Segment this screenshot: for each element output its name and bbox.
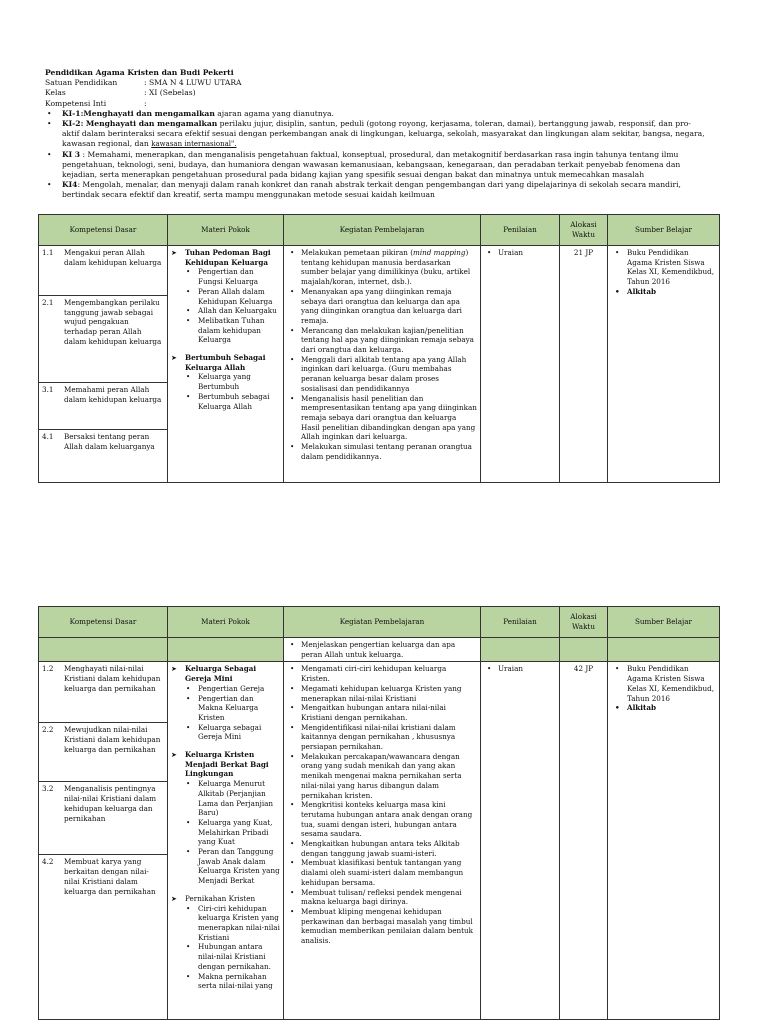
empty-cell xyxy=(560,638,608,662)
ki-2: • KI-2: Menghayati dan mengamalkan perilaku jujur, disiplin, santun, peduli (gotong royong, kerjasama, toleran, damai), bertanggung jawab, responsif, dan pro-aktif dalam berinteraksi secara efektif sesuai dengan perkembangan anak di lingkungan, keluarga, sekolah, masyarakat dan lingkungan alam sekitar, bangsa, negara, kawasan regional, dan kawasan internasional". xyxy=(45,119,707,150)
kd-item: 1.2 Menghayati nilai-nilai Kristiani dalam kehidupan keluarga dan pernikahan xyxy=(39,662,167,723)
ki-4: • KI4: Mengolah, menalar, dan menyaji dalam ranah konkret dan ranah abstrak terkait dengan pengembangan dari yang dipelajarinya di sekolah secara mandiri, bertindak secara efektif dan kreatif, serta mampu menggunakan metode sesuai kaidah keilmuan xyxy=(45,180,707,200)
arrow-icon: ➤ xyxy=(171,353,178,363)
kd-item: 1.1 Mengakui peran Allah dalam kehidupan keluarga xyxy=(39,246,167,296)
list-item: • Melakukan pemetaan pikiran (mind mapping) tentang kehidupan manusia berdasarkan sumber belajar yang dimilikinya (buku, artikel majalah/koran, internet, dsb.). xyxy=(301,248,477,287)
alokasi-cell: 21 JP xyxy=(560,246,608,483)
rpp-table-2 xyxy=(38,606,720,1020)
list-item: • Membuat tulisan/ refleksi pendek mengenai makna keluarga bagi dirinya. xyxy=(301,888,477,907)
list-item: • Menanyakan apa yang diinginkan remaja sebaya dari orangtua dan keluarga dan apa yang diinginkan orangtua dan keluarga dari remaja. xyxy=(301,287,477,326)
col-alokasi: Alokasi Waktu xyxy=(560,607,608,638)
arrow-icon: ➤ xyxy=(171,248,178,257)
penilaian-cell: • Uraian xyxy=(481,662,560,1020)
arrow-icon: ➤ xyxy=(171,750,178,760)
list-item: • Mengkaitkan hubungan antara teks Alkitab dengan tanggung jawab suami-isteri. xyxy=(301,839,477,858)
materi-block: ➤ Keluarga Sebagai Gereja Mini • Pengertian Gereja • Pengertian dan Makna Keluarga Kristen • Keluarga sebagai Gereja Mini xyxy=(171,664,280,742)
list-item: • Membuat klasifikasi bentuk tantangan yang dialami oleh suami-isteri dalam membangun kehidupan bersama. xyxy=(301,858,477,887)
field-kelas: Kelas : XI (Sebelas) xyxy=(45,88,196,98)
col-sumber: Sumber Belajar xyxy=(608,607,720,638)
empty-cell xyxy=(481,638,560,662)
penilaian-cell: • Uraian xyxy=(481,246,560,483)
col-materi-pokok: Materi Pokok xyxy=(168,215,284,246)
alokasi-cell: 42 JP xyxy=(560,662,608,1020)
table-row xyxy=(39,638,720,662)
kd-item: 3.2 Menganalisis pentingnya nilai-nilai Kristiani dalam kehidupan keluarga dan pernikahan xyxy=(39,782,167,855)
kd-item: 4.1 Bersaksi tentang peran Allah dalam keluarganya xyxy=(42,432,155,451)
table-row xyxy=(39,246,720,483)
col-alokasi: Alokasi Waktu xyxy=(560,215,608,246)
field-satuan: Satuan Pendidikan : SMA N 4 LUWU UTARA xyxy=(45,78,242,88)
subject-title: Pendidikan Agama Kristen dan Budi Pekerti xyxy=(45,68,234,77)
sumber-cell: • Buku Pendidikan Agama Kristen Siswa Kelas XI, Kemendikbud, Tahun 2016 • Alkitab xyxy=(608,246,720,483)
list-item: • Megamati kehidupan keluarga Kristen yang menerapkan nilai-nilai Kristiani xyxy=(301,684,477,703)
kd-item: 4.2 Membuat karya yang berkaitan dengan nilai-nilai Kristiani dalam keluarga dan pernikahan xyxy=(42,857,156,896)
kegiatan-cell xyxy=(284,246,481,483)
ki-list xyxy=(45,109,707,201)
kegiatan-cell xyxy=(284,638,481,662)
ki-3: • KI 3 : Memahami, menerapkan, dan menganalisis pengetahuan faktual, konseptual, prosedural, dan metakognitif berdasarkan rasa ingin tahunya tentang ilmu pengetahuan, teknologi, seni, budaya, dan humaniora dengan wawasan kemanusiaan, kebangsaan, kenegaraan, dan peradaban terkait penyebab fenomena dan kejadian, serta menerapkan pengetahuan prosedural pada bidang kajian yang spesifik sesuai dengan bakat dan minatnya untuk memecahkan masalah xyxy=(45,150,707,181)
materi-block: ➤ Keluarga Kristen Menjadi Berkat Bagi Lingkungan • Keluarga Menurut Alkitab (Perjanjian Lama dan Perjanjian Baru) • Keluarga yang Kuat, Melahirkan Pribadi yang Kuat • Peran dan Tanggung Jawab Anak dalam Keluarga Kristen yang Menjadi Berkat xyxy=(171,750,280,886)
col-kompetensi-dasar: Kompetensi Dasar xyxy=(39,215,168,246)
list-item: • Membuat kliping mengenai kehidupan perkawinan dan berbagai masalah yang timbul kemudian memberikan penilaian dalam bentuk analisis. xyxy=(301,907,477,946)
document-header xyxy=(45,68,707,201)
arrow-icon: ➤ xyxy=(171,893,178,903)
kd-cell xyxy=(39,662,168,1020)
col-kegiatan: Kegiatan Pembelajaran xyxy=(284,215,481,246)
materi-block: ➤ Pernikahan Kristen • Ciri-ciri kehidupan keluarga Kristen yang menerapkan nilai-nilai Kristiani • Hubungan antara nilai-nilai Kristiani dengan pernikahan. • Makna pernikahan serta nilai-nilai yang xyxy=(171,894,280,991)
materi-block: ➤ Tuhan Pedoman Bagi Kehidupan Keluarga • Pengertian dan Fungsi Keluarga • Peran Allah dalam Kehidupan Keluarga • Allah dan Keluargaku • Melibatkan Tuhan dalam kehidupan Keluarga xyxy=(171,248,280,345)
list-item: • Merancang dan melakukan kajian/penelitian tentang hal apa yang diinginkan remaja sebaya dari orangtua dan keluarga. xyxy=(301,326,477,355)
kd-item: 3.1 Memahami peran Allah dalam kehidupan keluarga xyxy=(39,383,167,430)
col-kompetensi-dasar: Kompetensi Dasar xyxy=(39,607,168,638)
table-row xyxy=(39,662,720,1020)
col-sumber: Sumber Belajar xyxy=(608,215,720,246)
ki-1: • KI-1:Menghayati dan mengamalkan ajaran agama yang dianutnya. xyxy=(45,109,707,119)
table-header-row xyxy=(39,607,720,638)
arrow-icon: ➤ xyxy=(171,664,178,674)
field-kompetensi-inti: Kompetensi Inti : xyxy=(45,98,147,108)
kegiatan-cell xyxy=(284,662,481,1020)
list-item: • Mengidentifikasi nilai-nilai kristiani dalam kaitannya dengan pernikahan , khususnya persiapan pernikahan. xyxy=(301,723,477,752)
empty-cell xyxy=(39,638,168,662)
list-item: • Mengamati ciri-ciri kehidupan keluarga Kristen. xyxy=(301,664,477,683)
list-item: • Mengaitkan hubungan antara nilai-nilai Kristiani dengan pernikahan. xyxy=(301,703,477,722)
list-item: • Menggali dari alkitab tentang apa yang Allah inginkan dari keluarga. (Guru membahas peranan keluarga besar dalam proses sosialisasi dan pendidikannya xyxy=(301,355,477,394)
list-item: • Mengkritisi konteks keluarga masa kini terutama hubungan antara anak dengan orang tua, suami dengan isteri, hubungan antara sesama saudara. xyxy=(301,800,477,839)
col-penilaian: Penilaian xyxy=(481,215,560,246)
list-item: • Melakukan percakapan/wawancara dengan orang yang sudah menikah dan yang akan menikah mengenai makna pernikahan serta nilai-nilai yang harus dibangun dalam pernikahan kristen. xyxy=(301,752,477,801)
empty-cell xyxy=(608,638,720,662)
materi-block: ➤ Bertumbuh Sebagai Keluarga Allah • Keluarga yang Bertumbuh • Bertumbuh sebagai Keluarga Allah xyxy=(171,353,280,411)
col-penilaian: Penilaian xyxy=(481,607,560,638)
list-item: • Menganalisis hasil penelitian dan mempresentasikan tentang apa yang diinginkan remaja sebaya dari orangtua dan keluarga Hasil penelitian dibandingkan dengan apa yang Allah inginkan dari keluarga. xyxy=(301,394,477,443)
col-materi-pokok: Materi Pokok xyxy=(168,607,284,638)
rpp-table-1 xyxy=(38,214,720,483)
table-header-row xyxy=(39,215,720,246)
kd-item: 2.1 Mengembangkan perilaku tanggung jawab sebagai wujud pengakuan terhadap peran Allah dalam kehidupan keluarga xyxy=(39,296,167,383)
empty-cell xyxy=(168,638,284,662)
list-item: • Melakukan simulasi tentang peranan orangtua dalam pendidikannya. xyxy=(301,442,477,461)
sumber-cell: • Buku Pendidikan Agama Kristen Siswa Kelas XI, Kemendikbud, Tahun 2016 • Alkitab xyxy=(608,662,720,1020)
kd-cell xyxy=(39,246,168,483)
col-kegiatan: Kegiatan Pembelajaran xyxy=(284,607,481,638)
materi-cell xyxy=(168,662,284,1020)
list-item: • Menjelaskan pengertian keluarga dan apa peran Allah untuk keluarga. xyxy=(301,640,477,659)
materi-cell xyxy=(168,246,284,483)
kd-item: 2.2 Mewujudkan nilai-nilai Kristiani dalam kehidupan keluarga dan pernikahan xyxy=(39,723,167,782)
